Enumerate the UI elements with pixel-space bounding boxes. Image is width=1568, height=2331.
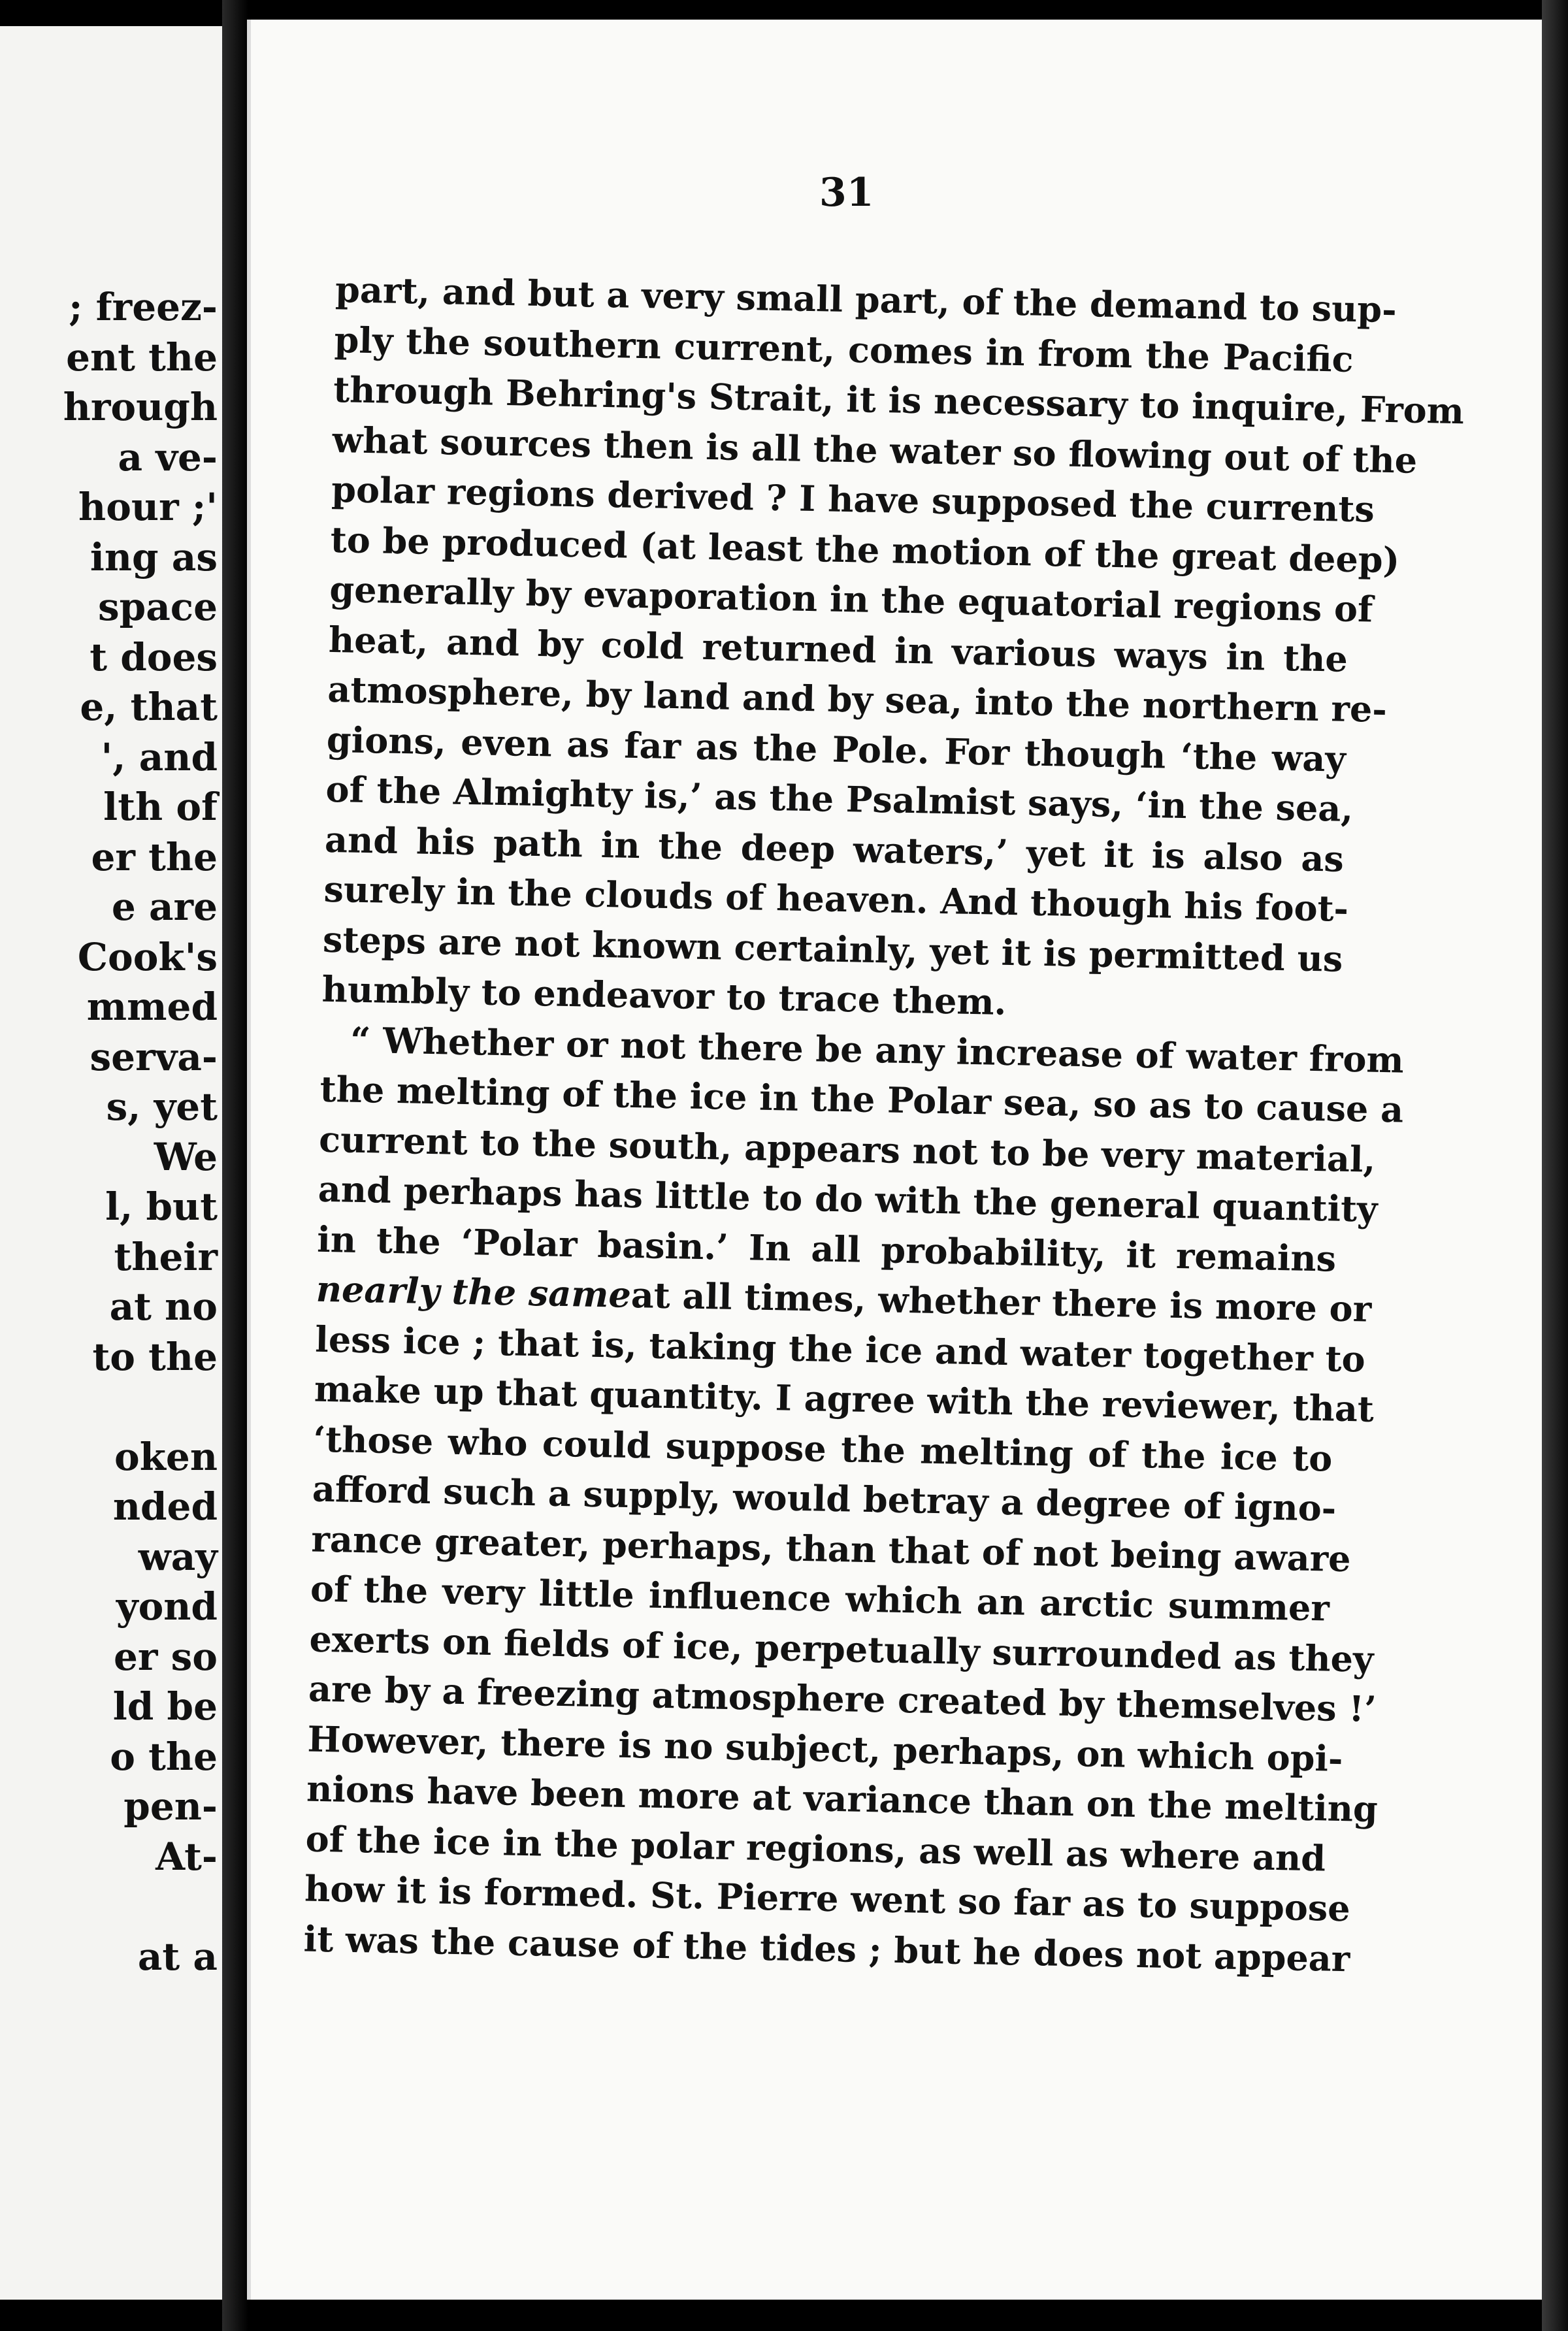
text-line: in the ‘Polar basin.’ In all probability, it remains [316, 1218, 1337, 1280]
left-page-line: ', and [101, 734, 218, 779]
body-text [303, 265, 1465, 1983]
text-line: gions, even as far as the Pole. For though ‘the way [326, 718, 1347, 780]
left-page-text [63, 282, 218, 1981]
text-line: it was the cause of the tides ; but he does not appear [303, 1917, 1350, 1980]
left-page-line: yond [116, 1584, 218, 1629]
left-facing-page [0, 26, 225, 2300]
left-page-line: Cook's [77, 934, 218, 979]
left-page-line: ent the [66, 334, 218, 380]
text-line: and his path in the deep waters,’ yet it is also as [324, 818, 1345, 880]
text-line: atmosphere, by land and by sea, into the northern re- [327, 668, 1388, 731]
text-line: the melting of the ice in the Polar sea, so as to cause a [319, 1068, 1404, 1131]
left-page-line: space [97, 585, 218, 629]
left-page-line: s, yet [106, 1084, 218, 1129]
text-line: steps are not known certainly, yet it is permitted us [322, 918, 1343, 980]
text-line: surely in the clouds of heaven. And though his foot- [323, 868, 1349, 930]
right-page [247, 20, 1551, 2300]
text-line: of the Almighty is,’ as the Psalmist says, ‘in the sea, [325, 768, 1354, 830]
left-page-line: hour ;' [78, 485, 218, 529]
text-line: ‘those who could suppose the melting of the ice to [312, 1418, 1333, 1480]
left-page-line: o the [110, 1734, 218, 1779]
left-page-line: er so [114, 1634, 218, 1679]
left-page-line: to the [92, 1334, 218, 1379]
left-page-line: ; freez- [69, 285, 218, 329]
left-page-line: mmed [86, 985, 218, 1029]
text-line: polar regions derived ? I have supposed the currents [331, 468, 1375, 530]
right-page-edge [1542, 0, 1568, 2331]
text-line: afford such a supply, would betray a degree of igno- [312, 1467, 1337, 1529]
left-page-line: way [138, 1534, 218, 1579]
left-page-line: We [154, 1134, 218, 1179]
left-page-line: At- [155, 1834, 218, 1879]
left-page-line: at no [109, 1284, 218, 1329]
text-line: humbly to endeavor to trace them. [321, 968, 1007, 1023]
text-line: heat, and by cold returned in various ways in the [328, 618, 1348, 680]
text-line: ply the southern current, comes in from the Pacific [334, 318, 1354, 380]
left-page-line: nded [112, 1484, 218, 1529]
left-page-line: e, that [80, 685, 218, 729]
text-line: how it is formed. St. Pierre went so far as to suppose [304, 1867, 1351, 1930]
left-page-line: their [114, 1234, 218, 1279]
book-gutter [222, 0, 248, 2331]
text-line: “ Whether or not there be any increase of water from [350, 1019, 1405, 1081]
text-line: part, and but a very small part, of the demand to sup- [335, 268, 1397, 331]
left-page-line: ld be [112, 1684, 218, 1729]
left-page-line: e are [111, 885, 218, 929]
text-line: current to the south, appears not to be very material, [318, 1118, 1376, 1181]
text-line: of the very little influence which an arctic summer [310, 1567, 1330, 1629]
text-line: to be produced (at least the motion of the great deep) [330, 518, 1400, 581]
left-page-line: a ve- [118, 434, 218, 480]
text-line: make up that quantity. I agree with the reviewer, that [314, 1367, 1375, 1430]
text-line: However, there is no subject, perhaps, on which opi- [307, 1718, 1343, 1780]
left-page-line: lth of [103, 785, 218, 829]
left-page-line: at a [137, 1934, 218, 1979]
text-line: exerts on fields of ice, perpetually surrounded as they [309, 1618, 1374, 1680]
left-page-line [63, 1382, 218, 1432]
text-line: nions have been more at variance than on the melting [306, 1767, 1379, 1831]
left-page-line [63, 1882, 218, 1932]
left-page-line: ing as [90, 534, 218, 579]
left-page-line: l, but [105, 1184, 218, 1229]
text-line: generally by evaporation in the equatorial regions of [329, 568, 1373, 630]
text-line: of the ice in the polar regions, as well as where and [305, 1818, 1326, 1880]
italic-phrase: nearly the same [316, 1267, 632, 1316]
left-page-line: serva- [90, 1034, 218, 1079]
left-page-line: t does [90, 634, 218, 679]
text-line: and perhaps has little to do with the general quantity [318, 1167, 1379, 1230]
text-line: rance greater, perhaps, than that of not being aware [310, 1518, 1352, 1580]
left-page-line: er the [91, 834, 218, 879]
left-page-line: oken [114, 1434, 218, 1479]
page-number: 31 [819, 170, 874, 216]
text-line: what sources then is all the water so flowing out of the [332, 418, 1418, 481]
text-line: less ice ; that is, taking the ice and water together to [314, 1318, 1366, 1380]
text-line: through Behring's Strait, it is necessary to inquire, From [333, 368, 1465, 432]
left-page-line: pen- [123, 1784, 218, 1829]
left-page-line: hrough [63, 385, 218, 429]
text-line: are by a freezing atmosphere created by themselves !’ [308, 1667, 1377, 1730]
text-line-rest: at all times, whether there is more or [630, 1273, 1372, 1330]
